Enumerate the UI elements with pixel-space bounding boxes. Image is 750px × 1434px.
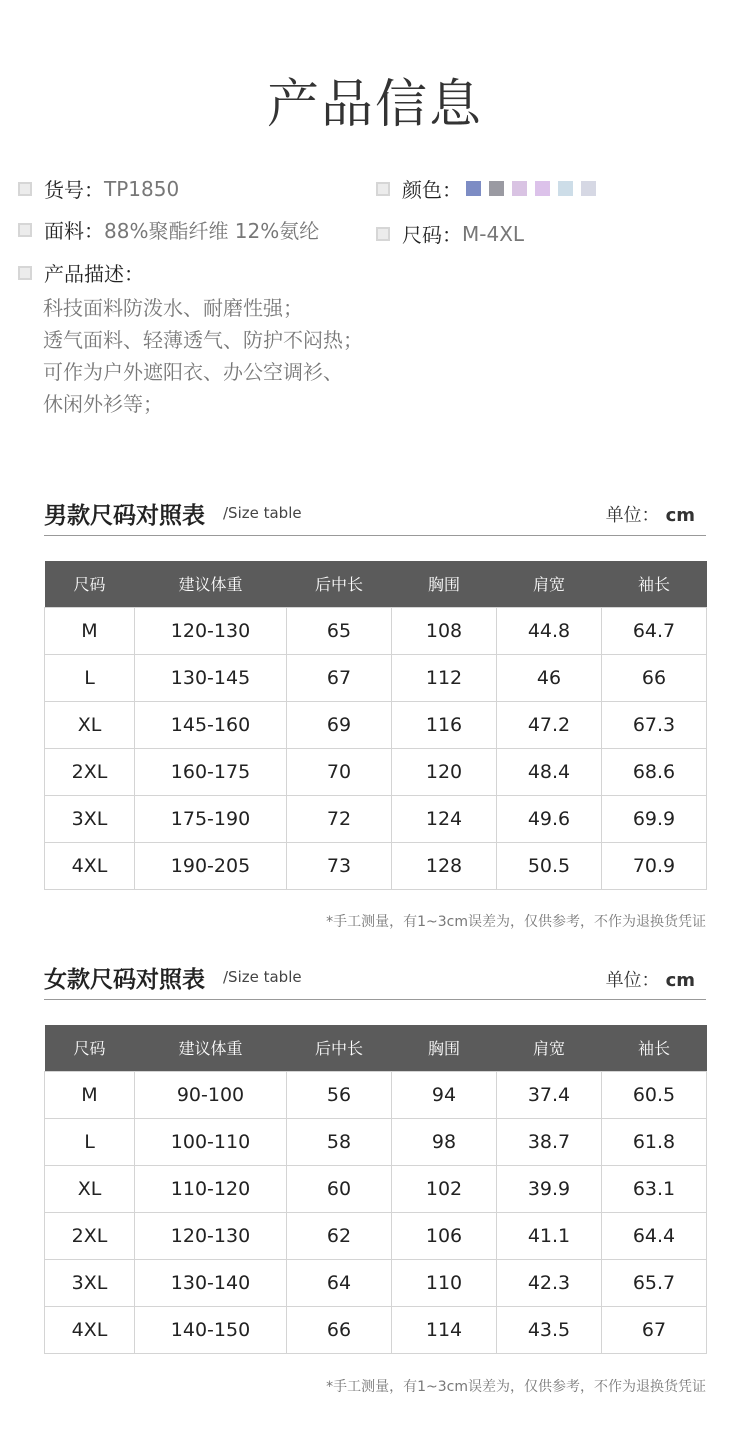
table-header-row — [45, 561, 707, 607]
size-row — [376, 219, 524, 248]
sku-label: 货号： — [44, 178, 104, 202]
column-header: 建议体重 — [135, 561, 287, 607]
sku-row — [18, 174, 179, 203]
table-cell: 47.2 — [497, 701, 602, 748]
description-line: 透气面料、轻薄透气、防护不闷热； — [43, 328, 363, 352]
table-cell: 128 — [392, 842, 497, 889]
table-cell: 58 — [287, 1118, 392, 1165]
table-cell: M — [45, 1071, 135, 1118]
table-row — [45, 607, 707, 654]
column-header: 袖长 — [602, 1025, 707, 1071]
table-cell: 56 — [287, 1071, 392, 1118]
size-label: 尺码： — [402, 223, 462, 247]
table-cell: 61.8 — [602, 1118, 707, 1165]
table-cell: 73 — [287, 842, 392, 889]
table-cell: 42.3 — [497, 1259, 602, 1306]
table-cell: 100-110 — [135, 1118, 287, 1165]
table-cell: 110 — [392, 1259, 497, 1306]
table-row — [45, 701, 707, 748]
men-divider — [44, 535, 706, 536]
table-cell: 38.7 — [497, 1118, 602, 1165]
table-cell: 67.3 — [602, 701, 707, 748]
bullet-square-icon — [18, 182, 32, 196]
fabric-label: 面料： — [44, 219, 104, 243]
table-cell: 67 — [287, 654, 392, 701]
table-cell: 140-150 — [135, 1306, 287, 1353]
table-row — [45, 1259, 707, 1306]
men-size-table-subtitle: /Size table — [223, 504, 302, 522]
description-label: 产品描述： — [44, 262, 144, 286]
table-cell: 124 — [392, 795, 497, 842]
table-cell: 68.6 — [602, 748, 707, 795]
men-size-table — [44, 561, 707, 890]
women-unit — [606, 966, 695, 992]
table-cell: L — [45, 654, 135, 701]
column-header: 肩宽 — [497, 1025, 602, 1071]
table-cell: 44.8 — [497, 607, 602, 654]
column-header: 袖长 — [602, 561, 707, 607]
table-cell: 130-145 — [135, 654, 287, 701]
description-line: 可作为户外遮阳衣、办公空调衫、 — [43, 360, 343, 384]
table-cell: 49.6 — [497, 795, 602, 842]
color-swatch — [489, 181, 504, 196]
men-size-table-title: 男款尺码对照表 — [44, 503, 205, 529]
size-value: M-4XL — [462, 221, 525, 246]
table-cell: 106 — [392, 1212, 497, 1259]
table-cell: 114 — [392, 1306, 497, 1353]
table-cell: 63.1 — [602, 1165, 707, 1212]
table-cell: 64 — [287, 1259, 392, 1306]
table-cell: 116 — [392, 701, 497, 748]
color-swatch — [535, 181, 550, 196]
table-cell: 112 — [392, 654, 497, 701]
women-unit-value: cm — [665, 970, 695, 991]
table-cell: 145-160 — [135, 701, 287, 748]
table-cell: 39.9 — [497, 1165, 602, 1212]
table-cell: 66 — [602, 654, 707, 701]
color-swatch — [558, 181, 573, 196]
table-cell: 110-120 — [135, 1165, 287, 1212]
men-unit — [606, 501, 695, 527]
table-cell: 2XL — [45, 748, 135, 795]
table-cell: 69 — [287, 701, 392, 748]
column-header: 胸围 — [392, 561, 497, 607]
table-cell: 64.7 — [602, 607, 707, 654]
table-cell: 175-190 — [135, 795, 287, 842]
table-cell: 120 — [392, 748, 497, 795]
color-swatch — [466, 181, 481, 196]
column-header: 尺码 — [45, 1025, 135, 1071]
table-cell: 65.7 — [602, 1259, 707, 1306]
table-cell: 70 — [287, 748, 392, 795]
color-swatch — [581, 181, 596, 196]
women-divider — [44, 999, 706, 1000]
men-unit-label: 单位： — [605, 505, 660, 526]
table-cell: 70.9 — [602, 842, 707, 889]
table-cell: 160-175 — [135, 748, 287, 795]
page-title: 产品信息 — [266, 75, 483, 135]
color-swatches — [466, 181, 604, 196]
fabric-value: 88%聚酯纤维 12%氨纶 — [104, 219, 320, 243]
column-header: 肩宽 — [497, 561, 602, 607]
column-header: 后中长 — [287, 1025, 392, 1071]
table-cell: 62 — [287, 1212, 392, 1259]
table-cell: 4XL — [45, 842, 135, 889]
column-header: 建议体重 — [135, 1025, 287, 1071]
table-cell: 60.5 — [602, 1071, 707, 1118]
table-cell: 41.1 — [497, 1212, 602, 1259]
table-cell: 3XL — [45, 795, 135, 842]
table-cell: 64.4 — [602, 1212, 707, 1259]
color-label: 颜色： — [402, 178, 462, 202]
table-cell: 50.5 — [497, 842, 602, 889]
table-cell: 3XL — [45, 1259, 135, 1306]
table-cell: 120-130 — [135, 607, 287, 654]
table-cell: 43.5 — [497, 1306, 602, 1353]
table-row — [45, 654, 707, 701]
table-header-row — [45, 1025, 707, 1071]
table-row — [45, 1165, 707, 1212]
description-row — [18, 258, 144, 287]
table-row — [45, 842, 707, 889]
table-cell: 120-130 — [135, 1212, 287, 1259]
table-cell: 48.4 — [497, 748, 602, 795]
women-size-note: *手工测量，有1~3cm误差为，仅供参考，不作为退换货凭证 — [326, 1379, 706, 1395]
sku-value: TP1850 — [104, 176, 180, 201]
men-unit-value: cm — [665, 505, 695, 526]
table-cell: 98 — [392, 1118, 497, 1165]
table-cell: 130-140 — [135, 1259, 287, 1306]
table-cell: 65 — [287, 607, 392, 654]
table-cell: 2XL — [45, 1212, 135, 1259]
table-row — [45, 1212, 707, 1259]
description-line: 休闲外衫等； — [43, 392, 163, 416]
table-cell: 69.9 — [602, 795, 707, 842]
table-row — [45, 1118, 707, 1165]
color-swatch — [512, 181, 527, 196]
bullet-square-icon — [18, 266, 32, 280]
table-cell: L — [45, 1118, 135, 1165]
table-cell: 90-100 — [135, 1071, 287, 1118]
description-text — [43, 292, 363, 420]
table-row — [45, 1071, 707, 1118]
table-cell: 67 — [602, 1306, 707, 1353]
women-size-table-title: 女款尺码对照表 — [44, 967, 205, 993]
table-cell: 72 — [287, 795, 392, 842]
table-cell: 94 — [392, 1071, 497, 1118]
men-size-note: *手工测量，有1~3cm误差为，仅供参考，不作为退换货凭证 — [326, 914, 706, 930]
table-cell: 108 — [392, 607, 497, 654]
bullet-square-icon — [18, 223, 32, 237]
table-row — [45, 1306, 707, 1353]
table-cell: 102 — [392, 1165, 497, 1212]
column-header: 尺码 — [45, 561, 135, 607]
table-cell: 46 — [497, 654, 602, 701]
fabric-row — [18, 215, 319, 244]
column-header: 后中长 — [287, 561, 392, 607]
table-cell: 190-205 — [135, 842, 287, 889]
women-unit-label: 单位： — [605, 970, 660, 991]
table-cell: 60 — [287, 1165, 392, 1212]
women-size-table-subtitle: /Size table — [223, 968, 302, 986]
table-row — [45, 748, 707, 795]
column-header: 胸围 — [392, 1025, 497, 1071]
table-cell: 66 — [287, 1306, 392, 1353]
table-cell: XL — [45, 1165, 135, 1212]
description-line: 科技面料防泼水、耐磨性强； — [43, 296, 303, 320]
table-cell: 37.4 — [497, 1071, 602, 1118]
table-cell: M — [45, 607, 135, 654]
women-size-table — [44, 1025, 707, 1354]
table-cell: XL — [45, 701, 135, 748]
color-row — [376, 174, 604, 203]
bullet-square-icon — [376, 182, 390, 196]
table-cell: 4XL — [45, 1306, 135, 1353]
bullet-square-icon — [376, 227, 390, 241]
table-row — [45, 795, 707, 842]
